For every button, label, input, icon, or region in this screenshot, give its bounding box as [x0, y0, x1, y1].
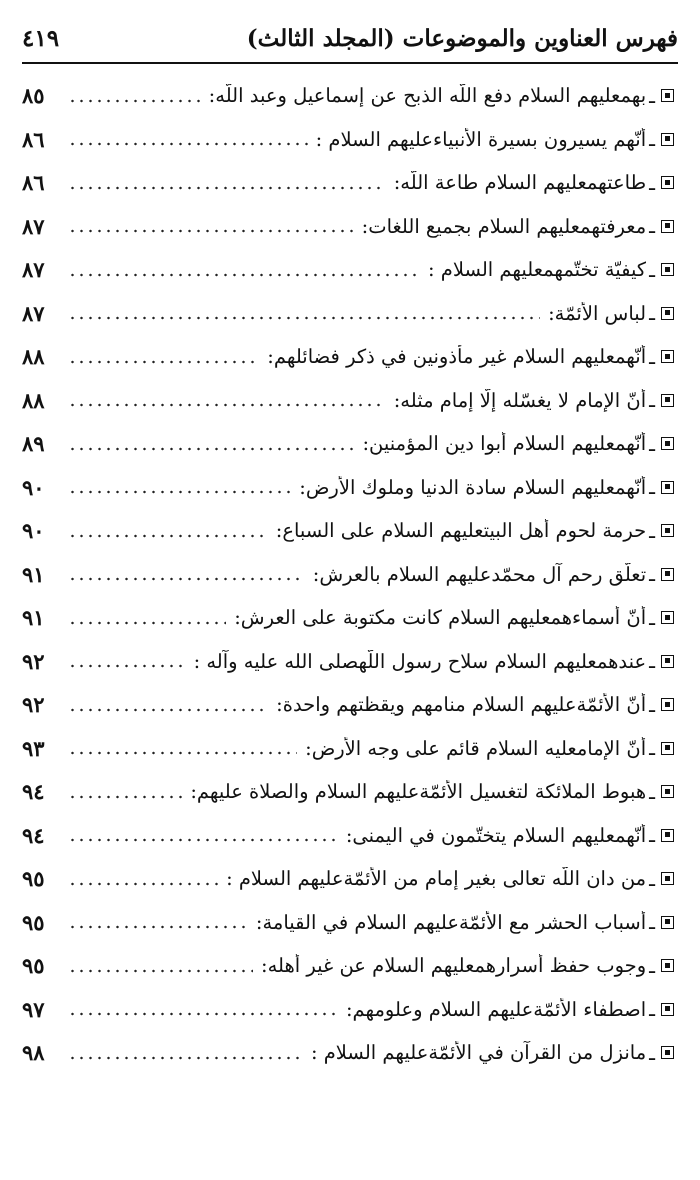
toc-entry-page: ٩٠ [22, 518, 45, 544]
dash-separator: ـ [649, 649, 655, 674]
toc-entry-title: أنّ الإمامعليه السلام قائم على وجه الأرض: [305, 736, 647, 760]
toc-entry-page: ٩١ [22, 605, 45, 631]
dot-leader [68, 662, 186, 670]
square-bullet-icon [661, 655, 674, 668]
square-bullet-icon [661, 481, 674, 494]
page-header [22, 18, 678, 58]
dash-separator: ـ [649, 301, 655, 326]
toc-entry [22, 335, 678, 379]
toc-entry [22, 74, 678, 118]
toc-entry-title: أنّهمعليهم السلام غير مأذونين في ذكر فضائلهم: [267, 345, 647, 369]
dash-separator: ـ [649, 736, 655, 761]
toc-entry-page: ٩٥ [22, 953, 45, 979]
toc-entry-page: ٩٠ [22, 474, 45, 500]
toc-entry-title: تعلّق رحم آل محمّدعليهم السلام بالعرش: [312, 562, 647, 586]
square-bullet-icon [661, 742, 674, 755]
dash-separator: ـ [649, 344, 655, 369]
square-bullet-icon [661, 394, 674, 407]
square-bullet-icon [661, 350, 674, 363]
dash-separator: ـ [649, 692, 655, 717]
page-number: ٤١٩ [22, 24, 60, 52]
dash-separator: ـ [649, 388, 655, 413]
dot-leader [68, 140, 308, 148]
toc-entry-title: وجوب حفظ أسرارهمعليهم السلام عن غير أهله: [261, 954, 647, 978]
toc-entry [22, 988, 678, 1032]
toc-entry-page: ٩٥ [22, 866, 45, 892]
toc-entry [22, 292, 678, 336]
square-bullet-icon [661, 133, 674, 146]
dash-separator: ـ [649, 518, 655, 543]
toc-entry [22, 640, 678, 684]
toc-entry-title: بهمعليهم السلام دفع اللّه الذبح عن إسماعيل وعبد اللّه: [208, 84, 647, 108]
toc-entry [22, 422, 678, 466]
dot-leader [68, 227, 354, 235]
dot-leader [68, 271, 420, 279]
square-bullet-icon [661, 524, 674, 537]
square-bullet-icon [661, 89, 674, 102]
dot-leader [68, 880, 218, 888]
toc-entry-page: ٩٨ [22, 1040, 45, 1066]
square-bullet-icon [661, 959, 674, 972]
toc-entry [22, 814, 678, 858]
toc-entry [22, 857, 678, 901]
toc-entry [22, 683, 678, 727]
dash-separator: ـ [649, 823, 655, 848]
toc-entry-page: ٨٧ [22, 300, 45, 326]
square-bullet-icon [661, 611, 674, 624]
toc-entry-title: أنّ أسماءهمعليهم السلام كانت مكتوبة على العرش: [234, 606, 647, 630]
toc-entry-title: عندهمعليهم السلام سلاح رسول اللّهصلى الله عليه وآله : [193, 649, 647, 673]
toc-entry [22, 379, 678, 423]
toc-entry [22, 727, 678, 771]
square-bullet-icon [661, 263, 674, 276]
square-bullet-icon [661, 872, 674, 885]
dash-separator: ـ [649, 605, 655, 630]
dot-leader [68, 575, 305, 583]
toc-entry-page: ٩٣ [22, 735, 45, 761]
square-bullet-icon [661, 1003, 674, 1016]
toc-entry-page: ٨٥ [22, 83, 45, 109]
toc-entry-page: ٨٧ [22, 213, 45, 239]
toc-entry [22, 205, 678, 249]
dot-leader [68, 619, 226, 627]
dash-separator: ـ [649, 127, 655, 152]
toc-entry-page: ٨٧ [22, 257, 45, 283]
dot-leader [68, 706, 268, 714]
dash-separator: ـ [649, 431, 655, 456]
dot-leader [68, 184, 386, 192]
dash-separator: ـ [649, 1040, 655, 1065]
dot-leader [68, 445, 354, 453]
square-bullet-icon [661, 698, 674, 711]
dash-separator: ـ [649, 997, 655, 1022]
toc-entry [22, 770, 678, 814]
toc-entry [22, 118, 678, 162]
toc-entry-title: معرفتهمعليهم السلام بجميع اللغات: [361, 214, 647, 238]
toc-entry-title: حرمة لحوم أهل البيتعليهم السلام على السباع: [275, 519, 647, 543]
toc-entry [22, 553, 678, 597]
toc-entry-title: أنّهم يسيرون بسيرة الأنبياءعليهم السلام : [315, 127, 647, 151]
header-rule [22, 62, 678, 64]
toc-entry-title: أنّ الإمام لا يغسّله إلّا إمام مثله: [393, 388, 647, 412]
square-bullet-icon [661, 307, 674, 320]
square-bullet-icon [661, 829, 674, 842]
toc-entry-page: ٨٩ [22, 431, 45, 457]
dash-separator: ـ [649, 910, 655, 935]
dot-leader [68, 1054, 303, 1062]
toc-entry [22, 248, 678, 292]
toc-entry-page: ٨٦ [22, 126, 45, 152]
dash-separator: ـ [649, 475, 655, 500]
toc-entry-page: ٩١ [22, 561, 45, 587]
toc-entry-title: هبوط الملائكة لتغسيل الأئمّةعليهم السلام والصلاة عليهم: [190, 780, 647, 804]
dot-leader [68, 923, 248, 931]
toc-entry-page: ٩٧ [22, 996, 45, 1022]
toc-entry-title: أسباب الحشر مع الأئمّةعليهم السلام في القيامة: [255, 910, 647, 934]
dash-separator: ـ [649, 214, 655, 239]
toc-entry-title: أنّهمعليهم السلام أبوا دين المؤمنين: [362, 432, 647, 456]
toc-entry-title: من دان اللّه تعالى بغير إمام من الأئمّةعليهم السلام : [226, 867, 647, 891]
dot-leader [68, 836, 338, 844]
square-bullet-icon [661, 1046, 674, 1059]
running-title: فهرس العناوين والموضوعات (المجلد الثالث) [246, 24, 678, 52]
dot-leader [68, 314, 540, 322]
toc-entry-title: كيفيّة تختّمهمعليهم السلام : [427, 258, 647, 282]
toc-entry-page: ٨٦ [22, 170, 45, 196]
toc-entry-page: ٩٤ [22, 822, 45, 848]
dash-separator: ـ [649, 170, 655, 195]
dash-separator: ـ [649, 83, 655, 108]
dash-separator: ـ [649, 779, 655, 804]
toc-entry [22, 901, 678, 945]
dash-separator: ـ [649, 866, 655, 891]
toc-entry-page: ٨٨ [22, 344, 45, 370]
toc-entry-title: مانزل من القرآن في الأئمّةعليهم السلام : [310, 1041, 647, 1065]
toc-entry [22, 509, 678, 553]
toc-entry [22, 466, 678, 510]
square-bullet-icon [661, 437, 674, 450]
dot-leader [68, 532, 268, 540]
square-bullet-icon [661, 176, 674, 189]
toc-entry-title: أنّ الأئمّةعليهم السلام منامهم ويقظتهم واحدة: [276, 693, 647, 717]
toc-entry-title: أنّهمعليهم السلام يتختّمون في اليمنى: [345, 823, 647, 847]
toc-entry-page: ٩٢ [22, 648, 45, 674]
toc-entry-title: لباس الأئمّة: [548, 301, 647, 325]
dot-leader [68, 793, 182, 801]
toc-entry-title: اصطفاء الأئمّةعليهم السلام وعلومهم: [345, 997, 647, 1021]
toc-entry-page: ٨٨ [22, 387, 45, 413]
square-bullet-icon [661, 220, 674, 233]
toc-entry [22, 944, 678, 988]
square-bullet-icon [661, 785, 674, 798]
square-bullet-icon [661, 568, 674, 581]
square-bullet-icon [661, 916, 674, 929]
dash-separator: ـ [649, 953, 655, 978]
dot-leader [68, 401, 386, 409]
dash-separator: ـ [649, 562, 655, 587]
toc-entry-page: ٩٥ [22, 909, 45, 935]
toc-entry-title: طاعتهمعليهم السلام طاعة اللّه: [393, 171, 647, 195]
toc-entry-page: ٩٢ [22, 692, 45, 718]
toc-entry [22, 596, 678, 640]
document-page [22, 0, 678, 1180]
dot-leader [68, 97, 201, 105]
dot-leader [68, 358, 259, 366]
dot-leader [68, 488, 291, 496]
dash-separator: ـ [649, 257, 655, 282]
toc-list [22, 74, 678, 1075]
dot-leader [68, 967, 253, 975]
dot-leader [68, 749, 297, 757]
toc-entry [22, 1031, 678, 1075]
toc-entry-page: ٩٤ [22, 779, 45, 805]
toc-entry [22, 161, 678, 205]
toc-entry-title: أنّهمعليهم السلام سادة الدنيا وملوك الأرض: [299, 475, 647, 499]
dot-leader [68, 1010, 338, 1018]
